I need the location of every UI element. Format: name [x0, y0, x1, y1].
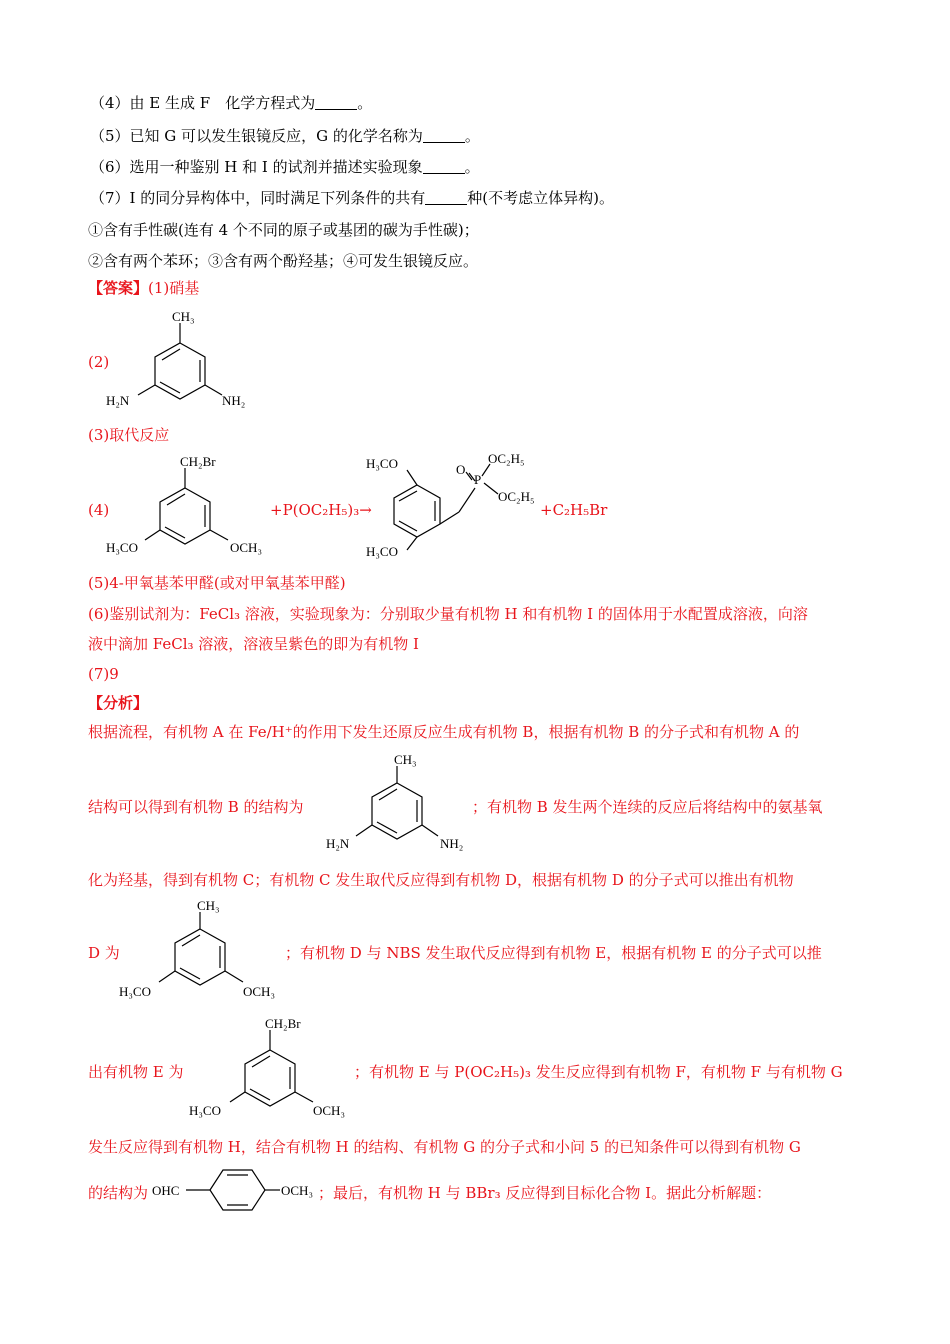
structure-diamine	[100, 305, 260, 415]
condition-1: ①含有手性碳(连有 4 个不同的原子或基团的碳为手性碳)；	[88, 221, 479, 239]
structure-anisaldehyde	[150, 1165, 325, 1215]
analysis-paragraph-3: 化为羟基，得到有机物 C；有机物 C 发生取代反应得到有机物 D，根据有机物 D 的分子式可以推出有机物	[88, 871, 794, 889]
answer-3: (3)取代反应	[88, 426, 170, 444]
structure-benzyl-bromide-inline	[185, 1012, 360, 1122]
ethoxy-group-2: OC₂H₅	[498, 489, 535, 504]
answer-4-byproduct: +C₂H₅Br	[540, 501, 608, 519]
substituent-right: OCH₃	[230, 540, 262, 555]
ethoxy-group-1: OC₂H₅	[488, 451, 525, 466]
question-5	[90, 126, 480, 146]
condition-2: ②含有两个苯环；③含有两个酚羟基；④可发生银镜反应。	[88, 252, 479, 270]
substituent-right: OCH₃	[281, 1183, 313, 1198]
answer-1	[88, 278, 199, 298]
question-4-text: （4）由 E 生成 F 化学方程式为	[90, 94, 316, 112]
structure-phosphonate	[362, 450, 542, 560]
substituent-left: OHC	[152, 1183, 180, 1198]
answer-4-label: (4)	[88, 501, 110, 519]
analysis-paragraph-2a: 结构可以得到有机物 B 的结构为	[88, 798, 304, 816]
substituent-top: CH₃	[197, 898, 220, 913]
answer-6-line-2: 液中滴加 FeCl₃ 溶液，溶液呈紫色的即为有机物 I	[88, 635, 419, 653]
substituent-top: CH₃	[172, 309, 195, 324]
substituent-left: H₃CO	[119, 984, 151, 999]
substituent-top: H₃CO	[366, 456, 398, 471]
answer-4-reagent: +P(OC₂H₅)₃→	[270, 501, 372, 519]
question-5-suffix: 。	[464, 127, 480, 145]
substituent-top: CH₃	[394, 752, 417, 767]
analysis-paragraph-7a: 的结构为	[88, 1184, 149, 1202]
substituent-top: CH₂Br	[265, 1016, 301, 1031]
structure-benzyl-bromide	[100, 450, 275, 560]
substituent-right: OCH₃	[313, 1103, 345, 1118]
analysis-tag: 【分析】	[88, 694, 149, 712]
analysis-paragraph-5a: 出有机物 E 为	[88, 1063, 184, 1081]
phosphoryl-oxygen: O	[456, 462, 466, 477]
answer-6-line-1: (6)鉴别试剂为：FeCl₃ 溶液，实验现象为：分别取少量有机物 H 和有机物 I 的固体用于水配置成溶液，向溶	[88, 605, 808, 623]
analysis-paragraph-4b: ；有机物 D 与 NBS 发生取代反应得到有机物 E，根据有机物 E 的分子式可以推	[285, 944, 822, 962]
question-7	[90, 188, 614, 208]
analysis-paragraph-1: 根据流程，有机物 A 在 Fe/H⁺的作用下发生还原反应生成有机物 B，根据有机物 B 的分子式和有机物 A 的	[88, 723, 800, 741]
structure-dimethoxytoluene	[115, 894, 290, 1004]
substituent-top: CH₂Br	[180, 454, 216, 469]
analysis-paragraph-4a: D 为	[88, 944, 120, 962]
phosphorus-atom: P	[474, 472, 482, 487]
answer-tag: 【答案】	[88, 279, 149, 297]
structure-diamine-inline	[322, 748, 472, 858]
analysis-paragraph-5b: ；有机物 E 与 P(OC₂H₅)₃ 发生反应得到有机物 F，有机物 F 与有机物 G	[354, 1063, 843, 1081]
analysis-paragraph-6: 发生反应得到有机物 H，结合有机物 H 的结构、有机物 G 的分子式和小问 5 的已知条件可以得到有机物 G	[88, 1138, 801, 1156]
substituent-right: OCH₃	[243, 984, 275, 999]
question-4-suffix: 。	[357, 94, 373, 112]
analysis-paragraph-2b: ；有机物 B 发生两个连续的反应后将结构中的氨基氧	[472, 798, 823, 816]
answer-5: (5)4-甲氧基苯甲醛(或对甲氧基苯甲醛)	[88, 574, 346, 592]
answer-blank	[423, 159, 465, 174]
substituent-left: H₃CO	[189, 1103, 221, 1118]
substituent-right: NH₂	[222, 393, 246, 408]
substituent-right: NH₂	[440, 836, 464, 851]
question-7-suffix: 种(不考虑立体异构)。	[467, 189, 614, 207]
answer-1-text: (1)硝基	[148, 279, 200, 297]
answer-blank	[425, 190, 467, 205]
answer-blank	[423, 128, 465, 143]
analysis-paragraph-7b: ；最后，有机物 H 与 BBr₃ 反应得到目标化合物 I。据此分析解题：	[318, 1184, 772, 1202]
substituent-left: H₂N	[326, 836, 350, 851]
substituent-left: H₃CO	[106, 540, 138, 555]
answer-7: (7)9	[88, 665, 119, 683]
answer-2-label: (2)	[88, 353, 110, 371]
substituent-bottom: H₃CO	[366, 544, 398, 559]
question-6-suffix: 。	[464, 158, 480, 176]
question-6	[90, 157, 480, 177]
question-6-text: （6）选用一种鉴别 H 和 I 的试剂并描述实验现象	[90, 158, 423, 176]
answer-blank	[315, 95, 357, 110]
question-4	[90, 93, 372, 113]
question-7-text: （7）I 的同分异构体中，同时满足下列条件的共有	[90, 189, 426, 207]
substituent-left: H₂N	[106, 393, 130, 408]
question-5-text: （5）已知 G 可以发生银镜反应，G 的化学名称为	[90, 127, 423, 145]
